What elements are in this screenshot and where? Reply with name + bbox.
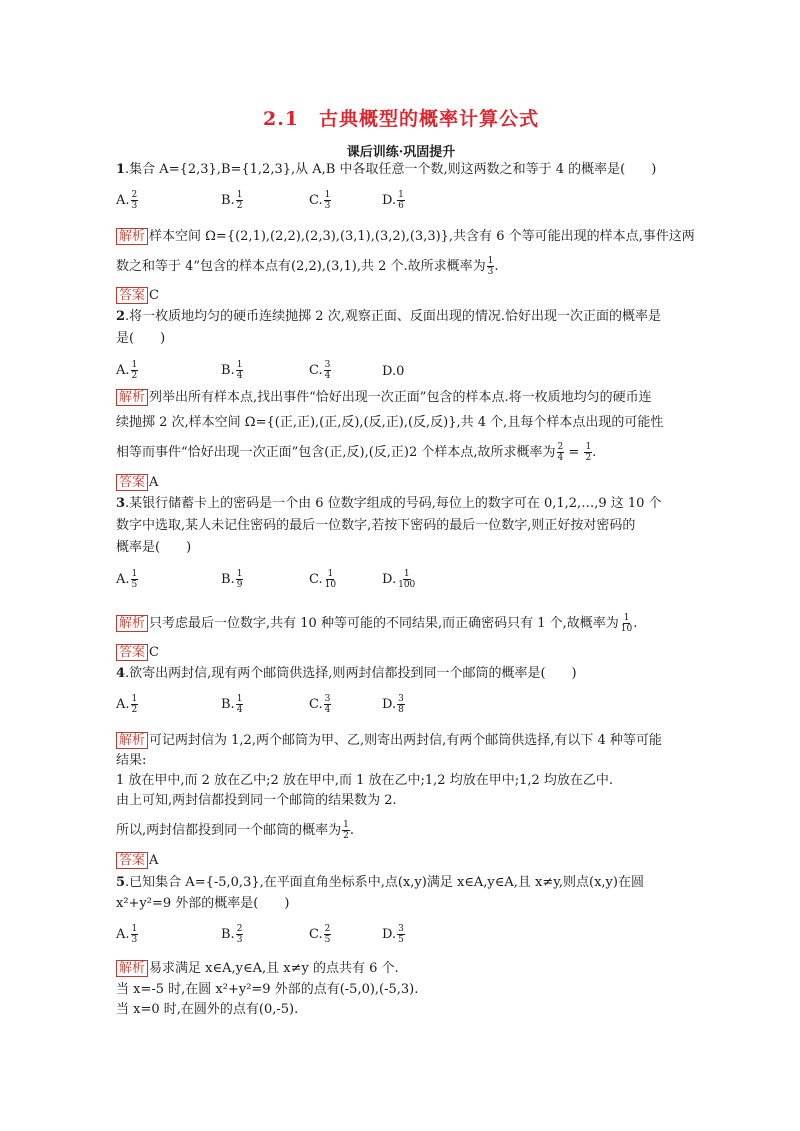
question-5-stem-line-1: 5.已知集合 A={-5,0,3},在平面直角坐标系中,点(x,y)满足 x∈A,y∈A,且 x≠y,则点(x,y)在圆	[116, 875, 644, 890]
page-subtitle: 课后训练·巩固提升	[346, 145, 456, 160]
q4-analysis-line-3: 1 放在甲中,而 2 放在乙中;2 放在甲中,而 1 放在乙中;1,2 均放在甲中;1,2 均放在乙中.	[116, 773, 614, 788]
q4-analysis-line-2: 结果:	[116, 753, 147, 768]
q3-option-a: A. $\frac{1}{5}$	[116, 569, 138, 590]
q1-analysis-line-1: 解析 样本空间 Ω={(2,1),(2,2),(2,3),(3,1),(3,2),(3,3)},共含有 6 个等可能出现的样本点,事件这两	[116, 228, 695, 246]
q2-analysis-line-3: 相等而事件“恰好出现一次正面”包含(正,反),(反,正)2 个样本点,故所求概率为 $\frac{2}{4}$ = $\frac{1}{2}$ .	[116, 442, 597, 463]
q2-analysis-line-2: 续抛掷 2 次,样本空间 Ω={(正,正),(正,反),(反,正),(反,反)},共 4 个,且每个样本点出现的可能性	[116, 415, 664, 430]
analysis-tag: 解析	[116, 228, 148, 245]
q5-option-b: B. $\frac{2}{3}$	[221, 924, 243, 945]
q3-option-d: D. $\frac{1}{100}$	[382, 569, 416, 590]
q3-analysis-line-1: 解析 只考虑最后一位数字,共有 10 种等可能的不同结果,而正确密码只有 1 个,故概率为 $\frac{1}{10}$ .	[116, 613, 637, 634]
q3-option-c: C. $\frac{1}{10}$	[309, 569, 337, 590]
question-2-stem-line-2: 是( )	[116, 331, 166, 346]
q3-option-b: B. $\frac{1}{9}$	[221, 569, 243, 590]
q4-analysis-line-5: 所以,两封信都投到同一个邮筒的概率为 $\frac{1}{2}$ .	[116, 820, 355, 841]
q4-analysis-line-1: 解析 可记两封信为 1,2,两个邮筒为甲、乙,则寄出两封信,有两个邮筒供选择,有以下 4 种等可能	[116, 732, 662, 750]
q2-analysis-line-1: 解析 列举出所有样本点,找出事件“恰好出现一次正面”包含的样本点.将一枚质地均匀的硬币连	[116, 389, 652, 407]
q2-option-a: A. $\frac{1}{2}$	[116, 360, 138, 381]
answer-tag: 答案	[116, 287, 148, 304]
question-5-stem-line-2: x²+y²=9 外部的概率是( )	[116, 896, 290, 911]
q5-option-c: C. $\frac{2}{5}$	[309, 924, 331, 945]
question-2-stem-line-1: 2.将一枚质地均匀的硬币连续抛掷 2 次,观察正面、反面出现的情况.恰好出现一次正面的概率是	[116, 309, 661, 324]
q4-option-a: A. $\frac{1}{2}$	[116, 694, 138, 715]
q2-answer: 答案 A	[116, 474, 158, 492]
question-1-stem: 1.集合 A={2,3},B={1,2,3},从 A,B 中各取任意一个数,则这两数之和等于 4 的概率是( )	[116, 162, 657, 177]
q4-option-b: B. $\frac{1}{4}$	[221, 694, 243, 715]
q4-option-d: D. $\frac{3}{8}$	[382, 694, 404, 715]
q1-option-a: A. $\frac{2}{3}$	[116, 190, 138, 211]
question-4-stem: 4.欲寄出两封信,现有两个邮筒供选择,则两封信都投到同一个邮筒的概率是( )	[116, 666, 577, 681]
q5-option-d: D. $\frac{3}{5}$	[382, 924, 404, 945]
q1-option-c: C. $\frac{1}{3}$	[309, 190, 331, 211]
q1-option-d: D. $\frac{1}{6}$	[382, 190, 404, 211]
q5-analysis-line-1: 解析 易求满足 x∈A,y∈A,且 x≠y 的点共有 6 个.	[116, 960, 399, 978]
question-3-stem-line-2: 数字中选取,某人未记住密码的最后一位数字,若按下密码的最后一位数字,则正好按对密码的	[116, 518, 636, 533]
q5-option-a: A. $\frac{1}{3}$	[116, 924, 138, 945]
q4-answer: 答案 A	[116, 852, 158, 870]
question-3-stem-line-3: 概率是( )	[116, 540, 192, 555]
q4-analysis-line-4: 由上可知,两封信都投到同一个邮筒的结果数为 2.	[116, 793, 397, 808]
q5-analysis-line-2: 当 x=-5 时,在圆 x²+y²=9 外部的点有(-5,0),(-5,3).	[116, 982, 419, 997]
q1-analysis-line-2: 数之和等于 4”包含的样本点有(2,2),(3,1),共 2 个.故所求概率为 $\frac{1}{3}$ .	[116, 256, 499, 277]
question-3-stem-line-1: 3.某银行储蓄卡上的密码是一个由 6 位数字组成的号码,每位上的数字可在 0,1,2,…,9 这 10 个	[116, 496, 662, 511]
q4-option-c: C. $\frac{3}{4}$	[309, 694, 331, 715]
q1-answer: 答案 C	[116, 287, 159, 305]
q1-option-b: B. $\frac{1}{2}$	[221, 190, 243, 211]
q5-analysis-line-3: 当 x=0 时,在圆外的点有(0,-5).	[116, 1002, 299, 1017]
q2-option-c: C. $\frac{3}{4}$	[309, 360, 331, 381]
q2-option-b: B. $\frac{1}{4}$	[221, 360, 243, 381]
page-title: 2.1 古典概型的概率计算公式	[262, 108, 540, 130]
q2-option-d: D.0	[382, 364, 405, 379]
q3-answer: 答案 C	[116, 644, 159, 662]
